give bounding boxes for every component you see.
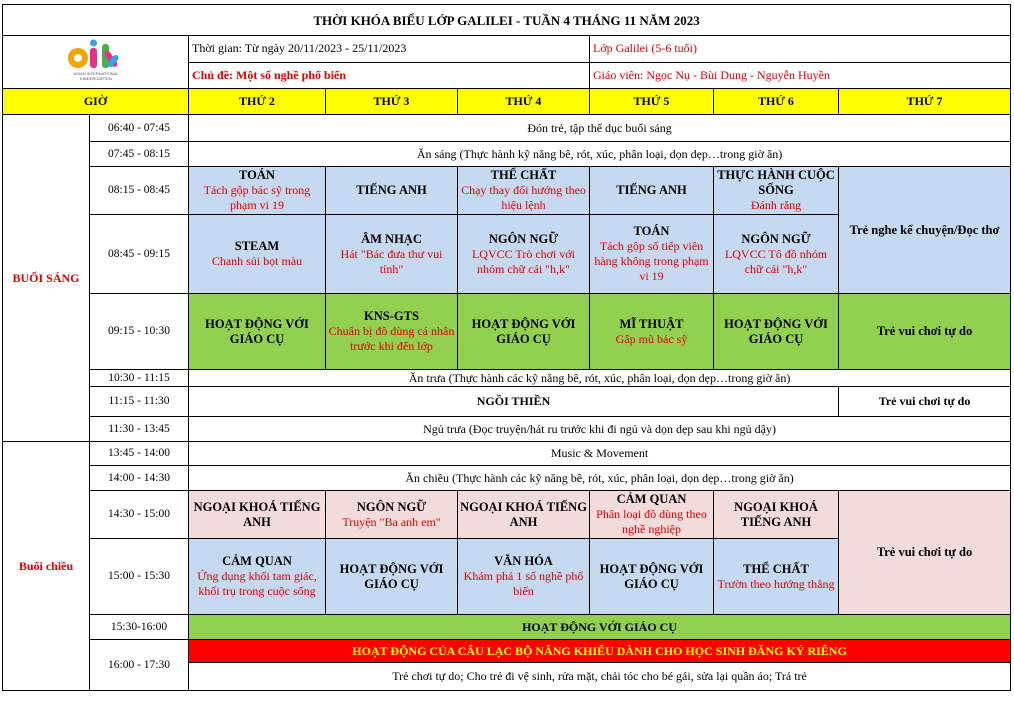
header-day: THỨ 2 — [189, 89, 326, 115]
time-slot: 13:45 - 14:00 — [90, 442, 189, 466]
activity-breakfast: Ăn sáng (Thực hành kỹ năng bê, rót, xúc, phân loại, dọn dẹp…trong giờ ăn) — [189, 142, 1011, 167]
header-row — [3, 89, 1011, 115]
header-day: THỨ 7 — [839, 89, 1011, 115]
header-day: THỨ 6 — [714, 89, 839, 115]
class-cell: NGÔN NGỮ LQVCC Trò chơi với nhóm chữ cái "h,k" — [458, 215, 590, 294]
session-afternoon: Buổi chiều — [3, 442, 90, 691]
activity-music: Music & Movement — [189, 442, 1011, 466]
class-cell: THỰC HÀNH CUỘC SỐNG Đánh răng — [714, 167, 839, 215]
header-day: THỨ 4 — [458, 89, 590, 115]
class-cell: HOẠT ĐỘNG VỚI GIÁO CỤ — [189, 294, 326, 370]
class-cell: Trẻ vui chơi tự do — [839, 294, 1011, 370]
class-cell: TIẾNG ANH — [326, 167, 458, 215]
aik-logo-icon — [56, 38, 136, 82]
activity-club: HOẠT ĐỘNG CỦA CÂU LẠC BỘ NĂNG KHIẾU DÀNH CHO HỌC SINH ĐĂNG KÝ RIÊNG — [189, 640, 1011, 663]
class-cell: KNS-GTS Chuẩn bị đồ dùng cá nhân trước khi đến lớp — [326, 294, 458, 370]
class-cell: NGOẠI KHOÁ TIẾNG ANH — [189, 491, 326, 539]
class-cell: TOÁN Tách gộp bác sỹ trong phạm vi 19 — [189, 167, 326, 215]
saturday-free-play: Trẻ vui chơi tự do — [839, 387, 1011, 417]
class-cell: THỂ CHẤT Chạy thay đổi hướng theo hiệu lệnh — [458, 167, 590, 215]
header-gio: GIỜ — [3, 89, 189, 115]
time-slot: 06:40 - 07:45 — [90, 115, 189, 142]
time-slot: 07:45 - 08:15 — [90, 142, 189, 167]
class-cell: HOẠT ĐỘNG VỚI GIÁO CỤ — [590, 539, 714, 615]
class-cell: HOẠT ĐỘNG VỚI GIÁO CỤ — [326, 539, 458, 615]
logo-caption-2: KINDERGARTEN — [79, 76, 112, 81]
activity-arrival: Đón trẻ, tập thể dục buổi sáng — [189, 115, 1011, 142]
activity-meditation: NGỒI THIỀN — [189, 387, 839, 417]
activity-snack: Ăn chiều (Thực hành các kỹ năng bê, rót, xúc, phân loại, dọn dẹp…trong giờ ăn) — [189, 466, 1011, 491]
activity-materials: HOẠT ĐỘNG VỚI GIÁO CỤ — [189, 615, 1011, 640]
time-slot: 08:45 - 09:15 — [90, 215, 189, 294]
class-cell: HOẠT ĐỘNG VỚI GIÁO CỤ — [458, 294, 590, 370]
class-cell: STEAM Chanh sủi bọt màu — [189, 215, 326, 294]
timetable — [2, 4, 1011, 691]
time-slot: 14:30 - 15:00 — [90, 491, 189, 539]
class-cell: HOẠT ĐỘNG VỚI GIÁO CỤ — [714, 294, 839, 370]
saturday-free-play: Trẻ vui chơi tự do — [839, 491, 1011, 615]
class-cell: TOÁN Tách gộp số tiếp viên hàng không trong phạm vi 19 — [590, 215, 714, 294]
time-slot: 15:30-16:00 — [90, 615, 189, 640]
time-slot: 15:00 - 15:30 — [90, 539, 189, 615]
header-day: THỨ 5 — [590, 89, 714, 115]
class-cell: NGOẠI KHOÁ TIẾNG ANH — [458, 491, 590, 539]
info-class: Lớp Galilei (5-6 tuổi) — [590, 36, 1011, 63]
class-cell: CẢM QUAN Phân loại đồ dùng theo nghề nghiệp — [590, 491, 714, 539]
class-cell: TIẾNG ANH — [590, 167, 714, 215]
class-cell: NGOẠI KHOÁ TIẾNG ANH — [714, 491, 839, 539]
header-day: THỨ 3 — [326, 89, 458, 115]
logo-caption-1: ASIAN INTERNATIONAL — [73, 71, 118, 76]
class-cell: CẢM QUAN Ứng dụng khối tam giác, khối trụ trong cuộc sống — [189, 539, 326, 615]
page-title: THỜI KHÓA BIỂU LỚP GALILEI - TUẦN 4 THÁNG 11 NĂM 2023 — [3, 5, 1011, 36]
class-cell: ÂM NHẠC Hát "Bác đưa thư vui tính" — [326, 215, 458, 294]
info-topic: Chủ đề: Một số nghề phổ biến — [189, 62, 590, 89]
saturday-story-cell: Trẻ nghe kể chuyện/Đọc thơ — [839, 167, 1011, 294]
info-time: Thời gian: Từ ngày 20/11/2023 - 25/11/2023 — [189, 36, 590, 63]
time-slot: 11:15 - 11:30 — [90, 387, 189, 417]
time-slot: 11:30 - 13:45 — [90, 417, 189, 442]
activity-pickup: Trẻ chơi tự do; Cho trẻ đi vệ sinh, rửa mặt, chải tóc cho bé gái, sửa lại quần áo; Trả trẻ — [189, 663, 1011, 691]
time-slot: 10:30 - 11:15 — [90, 370, 189, 387]
activity-lunch: Ăn trưa (Thực hành các kỹ năng bê, rót, xúc, phân loại, dọn dẹp…trong giờ ăn) — [189, 370, 1011, 387]
time-slot: 14:00 - 14:30 — [90, 466, 189, 491]
session-morning: BUỔI SÁNG — [3, 115, 90, 442]
class-cell: MĨ THUẬT Gấp mũ bác sỹ — [590, 294, 714, 370]
class-cell: NGÔN NGỮ LQVCC Tô đồ nhóm chữ cái "h,k" — [714, 215, 839, 294]
time-slot: 08:15 - 08:45 — [90, 167, 189, 215]
school-logo — [3, 36, 189, 89]
time-slot: 09:15 - 10:30 — [90, 294, 189, 370]
class-cell: THỂ CHẤT Trườn theo hướng thẳng — [714, 539, 839, 615]
time-slot: 16:00 - 17:30 — [90, 640, 189, 691]
class-cell: NGÔN NGỮ Truyện "Ba anh em" — [326, 491, 458, 539]
activity-nap: Ngủ trưa (Đọc truyện/hát ru trước khi đi ngủ và dọn dẹp sau khi ngủ dậy) — [189, 417, 1011, 442]
class-cell: VĂN HÓA Khám phá 1 số nghề phổ biến — [458, 539, 590, 615]
info-teachers: Giáo viên: Ngọc Nụ - Bùi Dung - Nguyễn Huyền — [590, 62, 1011, 89]
